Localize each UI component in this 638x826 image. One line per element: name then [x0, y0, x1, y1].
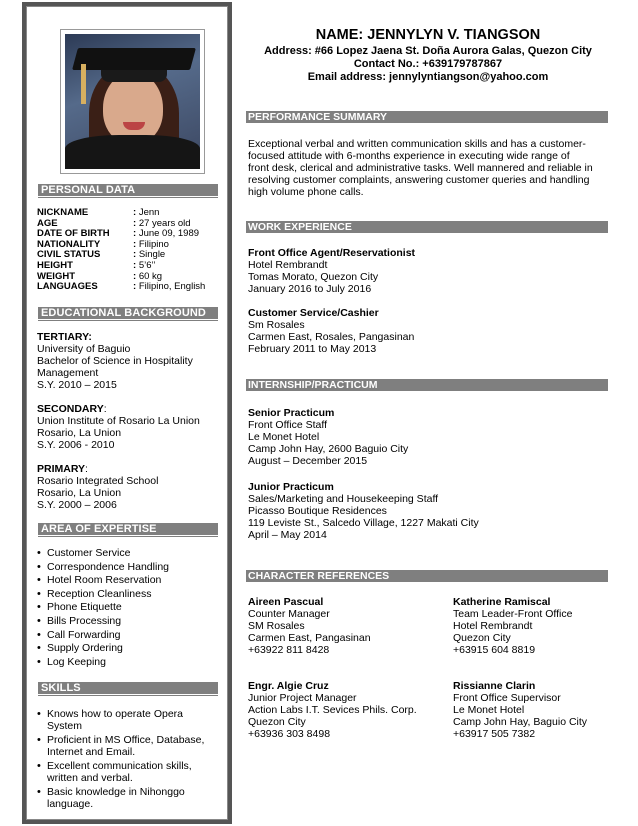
- pd-key: WEIGHT: [37, 270, 75, 282]
- reference-card: [248, 596, 371, 656]
- pd-value: Filipino, English: [138, 281, 206, 293]
- reference-company: Le Monet Hotel: [453, 704, 525, 716]
- personal-data-heading: PERSONAL DATA: [38, 184, 218, 196]
- work-item: [248, 307, 414, 355]
- internship-item: [248, 481, 479, 541]
- job-location: Carmen East, Rosales, Pangasinan: [248, 331, 415, 343]
- internship-company: Picasso Boutique Residences: [248, 505, 387, 517]
- reference-name: Aireen Pascual: [248, 596, 324, 608]
- list-item: • Log Keeping: [37, 656, 219, 670]
- pd-value: Single: [138, 249, 166, 261]
- summary-text: Exceptional verbal and written communication skills and has a customer-focused attitude with 6-months experience in executing wide range of front desk, clerical and administrative tasks. Well mannered and reliable in resolving customer complaints, answering customer queries and handling high volume phone calls.: [248, 138, 593, 198]
- internship-item: [248, 407, 408, 467]
- pd-row: HEIGHT : 5’6’’: [37, 259, 156, 271]
- education-school: University of Baguio: [37, 343, 131, 355]
- skills-heading: SKILLS: [38, 682, 218, 694]
- reference-phone: +63922 811 8428: [248, 644, 330, 656]
- internship-dates: April – May 2014: [248, 529, 327, 541]
- internship-title: Junior Practicum: [248, 481, 334, 493]
- pd-row: DATE OF BIRTH : June 09, 1989: [37, 228, 200, 240]
- pd-row: NICKNAME : Jenn: [37, 207, 160, 218]
- list-item: • Call Forwarding: [37, 629, 219, 643]
- contact-number: Contact No.: +639179787867: [353, 58, 503, 70]
- education-secondary: SECONDARY: Union Institute of Rosario La Union Rosario, La Union S.Y. 2006 - 2010: [37, 403, 219, 451]
- education-years: S.Y. 2000 – 2006: [37, 499, 117, 511]
- expertise-list: [37, 547, 219, 669]
- internship-dates: August – December 2015: [248, 455, 368, 467]
- pd-row: NATIONALITY : Filipino: [37, 238, 169, 250]
- work-item: [248, 247, 415, 295]
- pd-row: AGE : 27 years old: [37, 217, 191, 229]
- reference-name: Rissianne Clarin: [453, 680, 536, 692]
- reference-location: Carmen East, Pangasinan: [248, 632, 371, 644]
- education-years: S.Y. 2010 – 2015: [37, 379, 117, 391]
- internship-location: 119 Leviste St., Salcedo Village, 1227 Makati City: [248, 517, 479, 529]
- pd-value: 27 years old: [138, 217, 191, 229]
- reference-position: Junior Project Manager: [248, 692, 357, 704]
- reference-position: Front Office Supervisor: [453, 692, 561, 704]
- internship-location: Camp John Hay, 2600 Baguio City: [248, 443, 409, 455]
- personal-data-table: [37, 208, 205, 293]
- list-item: • Hotel Room Reservation: [37, 574, 219, 588]
- reference-card: [453, 680, 587, 740]
- education-tertiary: [37, 331, 219, 391]
- reference-location: Quezon City: [248, 716, 306, 728]
- reference-company: Action Labs I.T. Sevices Phils. Corp.: [248, 704, 417, 716]
- list-item: • Basic knowledge in Nihonggo language.: [37, 786, 219, 811]
- pd-row: WEIGHT : 60 kg: [37, 270, 163, 282]
- job-title: Front Office Agent/Reservationist: [248, 247, 416, 259]
- email-address: Email address: jennylyntiangson@yahoo.com: [307, 71, 549, 83]
- education-level: TERTIARY:: [37, 331, 92, 343]
- pd-value: 60 kg: [138, 270, 163, 282]
- list-item: • Excellent communication skills, written and verbal.: [37, 760, 219, 785]
- pd-key: HEIGHT: [37, 259, 73, 271]
- reference-phone: +63915 604 8819: [453, 644, 536, 656]
- internship-role: Front Office Staff: [248, 419, 327, 431]
- education-school: Union Institute of Rosario La Union: [37, 415, 200, 427]
- list-item: • Bills Processing: [37, 615, 219, 629]
- reference-location: Camp John Hay, Baguio City: [453, 716, 588, 728]
- reference-card: [453, 596, 572, 656]
- summary-heading: PERFORMANCE SUMMARY: [246, 111, 608, 123]
- pd-row: LANGUAGES : Filipino, English: [37, 281, 206, 293]
- education-level: SECONDARY: [37, 403, 104, 415]
- job-company: Sm Rosales: [248, 319, 305, 331]
- list-item: • Phone Etiquette: [37, 601, 219, 615]
- reference-name: Engr. Algie Cruz: [248, 680, 329, 692]
- expertise-heading: AREA OF EXPERTISE: [38, 523, 218, 535]
- reference-company: Hotel Rembrandt: [453, 620, 533, 632]
- education-heading: EDUCATIONAL BACKGROUND: [38, 307, 218, 319]
- pd-value: June 09, 1989: [138, 228, 200, 240]
- education-course: Management: [37, 367, 99, 379]
- list-item: • Knows how to operate Opera System: [37, 708, 219, 733]
- reference-position: Counter Manager: [248, 608, 330, 620]
- sidebar: [26, 6, 228, 820]
- pd-key: NICKNAME: [37, 207, 89, 218]
- internship-title: Senior Practicum: [248, 407, 335, 419]
- pd-value: Jenn: [138, 207, 160, 218]
- profile-photo: [65, 34, 200, 169]
- reference-name: Katherine Ramiscal: [453, 596, 551, 608]
- job-company: Hotel Rembrandt: [248, 259, 328, 271]
- reference-phone: +63917 505 7382: [453, 728, 536, 740]
- job-title: Customer Service/Cashier: [248, 307, 379, 319]
- list-item: • Supply Ordering: [37, 642, 219, 656]
- profile-photo-frame: [60, 29, 205, 174]
- education-location: Rosario, La Union: [37, 487, 122, 499]
- pd-key: CIVIL STATUS: [37, 249, 101, 261]
- internship-role: Sales/Marketing and Housekeeping Staff: [248, 493, 439, 505]
- pd-key: DATE OF BIRTH: [37, 228, 110, 240]
- list-item: • Reception Cleanliness: [37, 588, 219, 602]
- address-line: Address: #66 Lopez Jaena St. Doña Aurora Galas, Quezon City: [264, 45, 592, 57]
- reference-company: SM Rosales: [248, 620, 305, 632]
- internship-heading: INTERNSHIP/PRACTICUM: [246, 379, 608, 391]
- reference-location: Quezon City: [453, 632, 511, 644]
- list-item: • Customer Service: [37, 547, 219, 561]
- reference-position: Team Leader-Front Office: [453, 608, 573, 620]
- education-level: PRIMARY: [37, 463, 86, 475]
- job-location: Tomas Morato, Quezon City: [248, 271, 379, 283]
- list-item: • Proficient in MS Office, Database, Internet and Email.: [37, 734, 219, 759]
- education-school: Rosario Integrated School: [37, 475, 159, 487]
- pd-value: 5’6’’: [138, 259, 156, 271]
- work-heading: WORK EXPERIENCE: [246, 221, 608, 233]
- reference-card: [248, 680, 417, 740]
- pd-key: LANGUAGES: [37, 281, 98, 293]
- sidebar-frame: [22, 2, 232, 824]
- reference-phone: +63936 303 8498: [248, 728, 331, 740]
- education-location: Rosario, La Union: [37, 427, 122, 439]
- references-heading: CHARACTER REFERENCES: [246, 570, 608, 582]
- job-dates: February 2011 to May 2013: [248, 343, 377, 355]
- list-item: • Correspondence Handling: [37, 561, 219, 575]
- pd-row: CIVIL STATUS : Single: [37, 249, 166, 261]
- pd-value: Filipino: [138, 238, 169, 250]
- education-primary: PRIMARY: Rosario Integrated School Rosario, La Union S.Y. 2000 – 2006: [37, 463, 219, 511]
- pd-key: AGE: [37, 217, 58, 229]
- internship-company: Le Monet Hotel: [248, 431, 320, 443]
- education-years: S.Y. 2006 - 2010: [37, 439, 115, 451]
- job-dates: January 2016 to July 2016: [248, 283, 372, 295]
- skills-list: [37, 708, 219, 812]
- candidate-name: NAME: JENNYLYN V. TIANGSON: [315, 27, 541, 43]
- education-course: Bachelor of Science in Hospitality: [37, 355, 193, 367]
- pd-key: NATIONALITY: [37, 238, 101, 250]
